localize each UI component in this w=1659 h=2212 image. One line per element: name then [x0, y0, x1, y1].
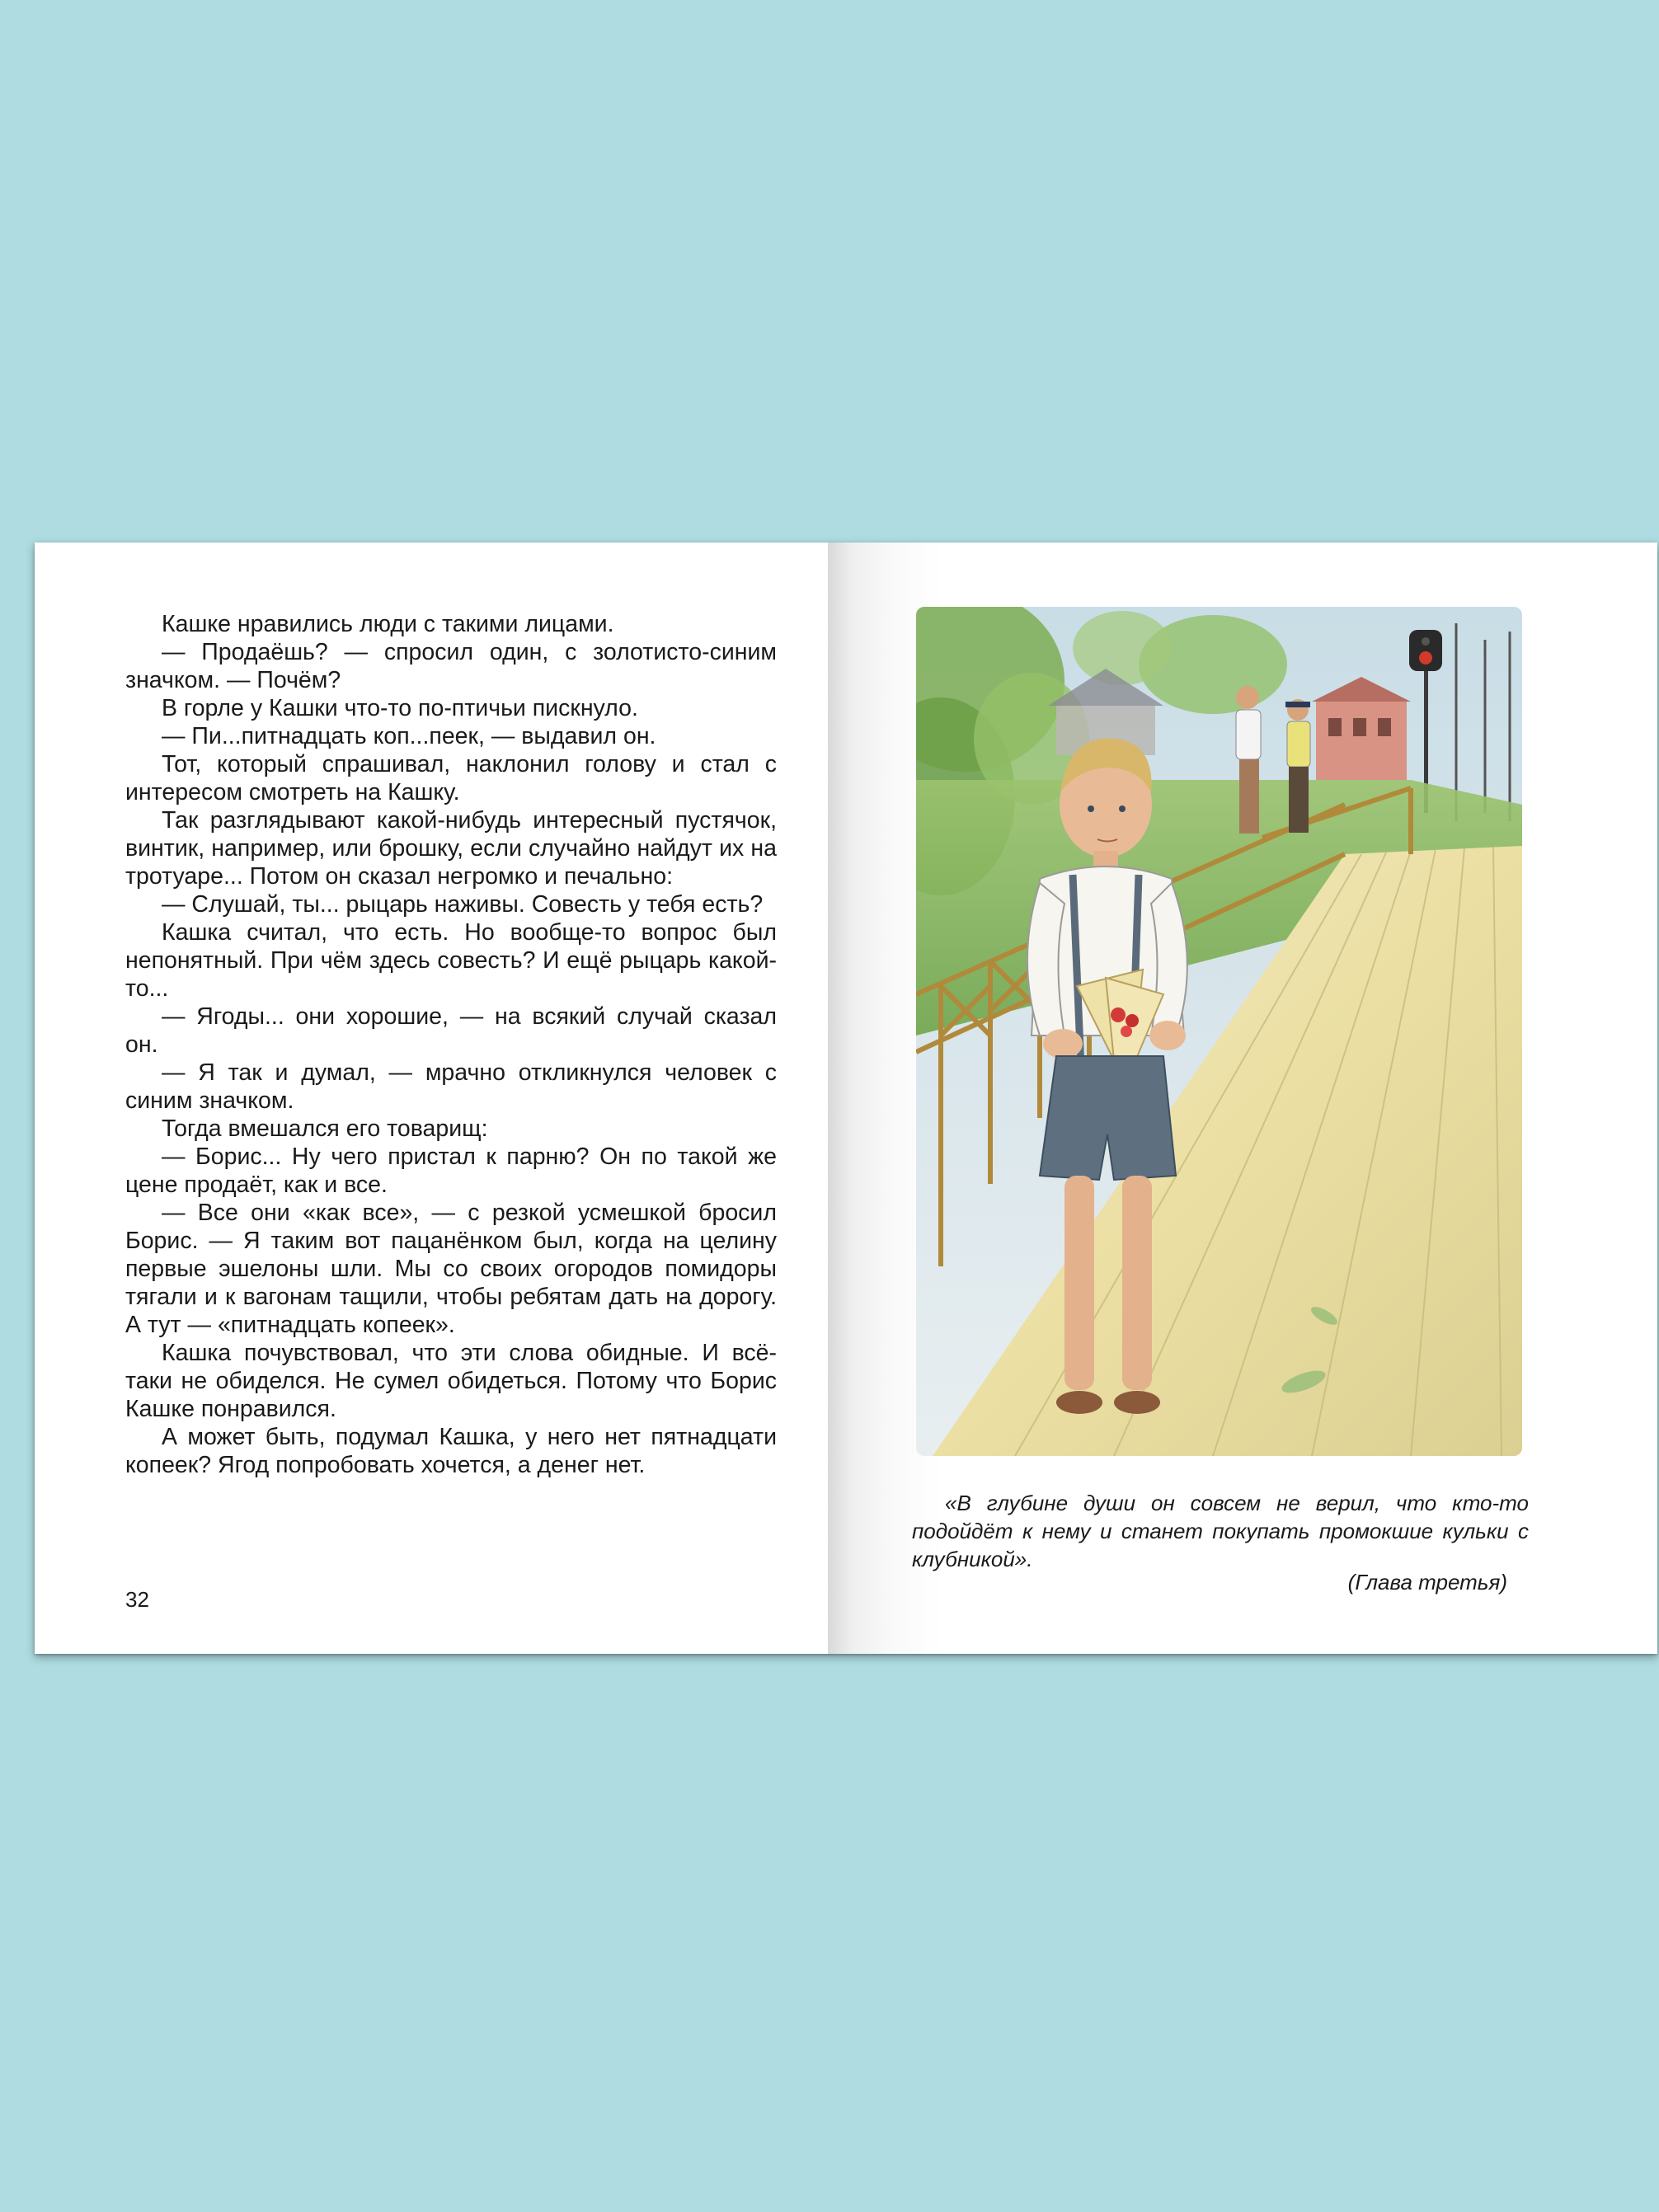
- paragraph: Так разглядывают какой-нибудь интересный пустячок, винтик, например, или брошку, если случайно найдут их на тротуаре... Потом он сказал негромко и печально:: [125, 807, 777, 890]
- paragraph: В горле у Кашки что-то по-птичьи пискнуло.: [162, 695, 638, 721]
- book-spread: [35, 542, 1657, 1654]
- body-text: [125, 610, 777, 1479]
- paragraph: Тогда вмешался его товарищ:: [162, 1115, 488, 1142]
- paragraph: — Пи...питнадцать коп...пеек, — выдавил он.: [162, 723, 656, 749]
- paragraph: — Продаёшь? — спросил один, с золотисто-синим значком. — Почём?: [125, 639, 777, 693]
- paragraph: — Ягоды... они хорошие, — на всякий случай сказал он.: [125, 1003, 777, 1058]
- illustration-drawing: [916, 607, 1522, 1456]
- right-page: [828, 542, 1657, 1654]
- paragraph: Кашка почувствовал, что эти слова обидные. И всё-таки не обиделся. Не сумел обидеться. Потому что Борис Кашке понравился.: [125, 1340, 777, 1422]
- paragraph: Тот, который спрашивал, наклонил голову и стал с интересом смотреть на Кашку.: [125, 751, 777, 805]
- page-number: 32: [125, 1587, 149, 1612]
- paragraph: — Слушай, ты... рыцарь наживы. Совесть у тебя есть?: [162, 891, 764, 918]
- illustration-caption: «В глубине души он совсем не верил, что кто-то подойдёт к нему и станет покупать промокшие кульки с клубникой».: [912, 1491, 1529, 1571]
- chapter-reference: (Глава третья): [1347, 1570, 1507, 1594]
- paragraph: — Я так и думал, — мрачно откликнулся человек с синим значком.: [125, 1059, 777, 1114]
- left-page: [35, 542, 828, 1654]
- book-illustration: [916, 607, 1522, 1456]
- paragraph: — Борис... Ну чего пристал к парню? Он по такой же цене продаёт, как и все.: [125, 1144, 777, 1198]
- paragraph: — Все они «как все», — с резкой усмешкой бросил Борис. — Я таким вот пацанёнком был, когда на целину первые эшелоны шли. Мы со своих огородов помидоры тягали и к вагонам тащили, чтобы ребятам дать на дорогу. А тут — «питнадцать копеек».: [125, 1200, 777, 1338]
- paragraph: А может быть, подумал Кашка, у него нет пятнадцати копеек? Ягод попробовать хочется, а денег нет.: [125, 1424, 777, 1478]
- paragraph: Кашка считал, что есть. Но вообще-то вопрос был непонятный. При чём здесь совесть? И ещё рыцарь какой-то...: [125, 919, 777, 1002]
- paragraph: Кашке нравились люди с такими лицами.: [162, 611, 614, 637]
